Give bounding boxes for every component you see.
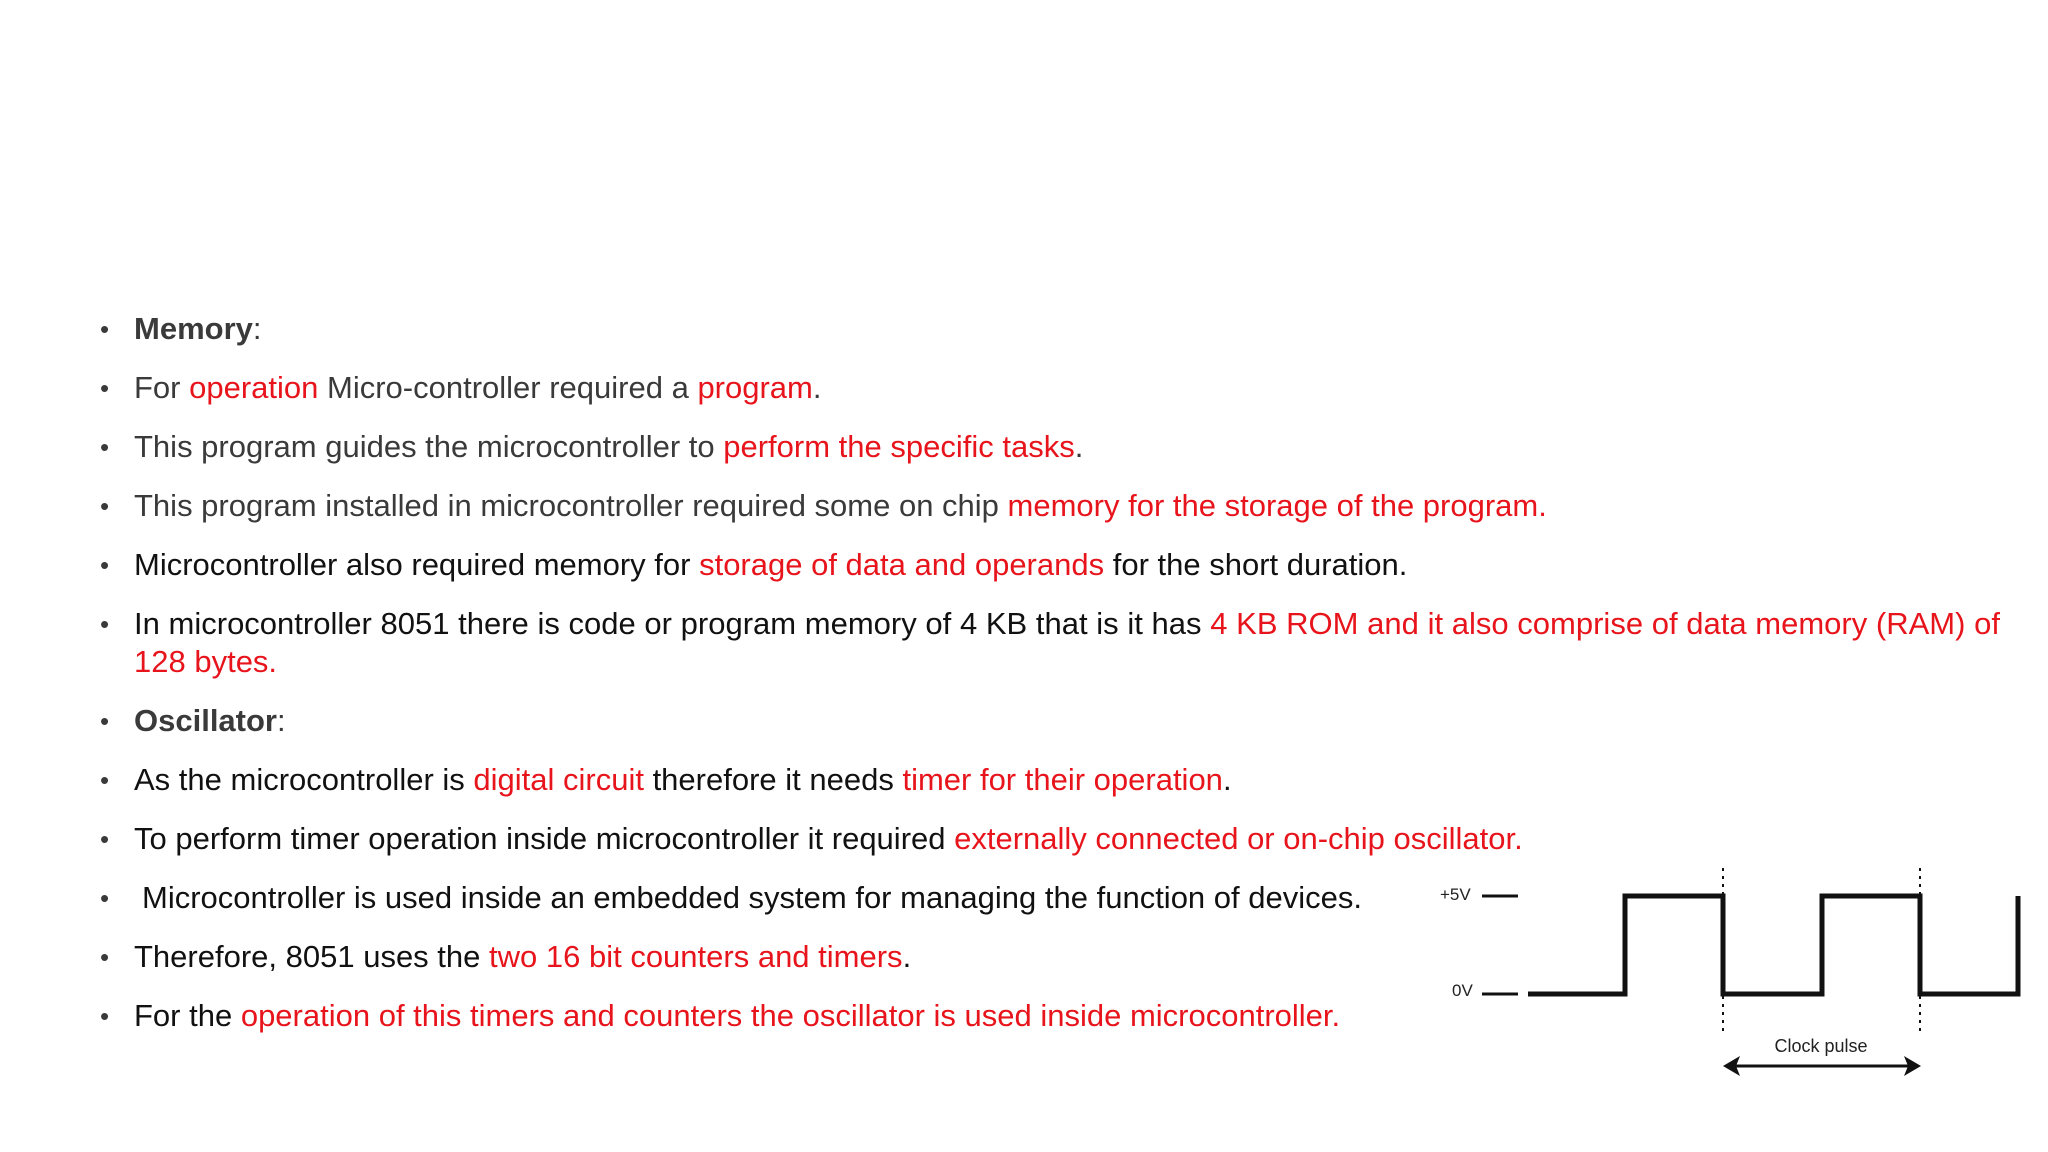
bullet-oscillator-heading (134, 702, 286, 740)
bullet-item (134, 938, 911, 976)
oscillator-heading: Oscillator (134, 703, 277, 738)
highlight-segment: operation of this timers and counters the oscillator is used inside microcontroller. (240, 998, 1341, 1033)
highlight-segment: memory for the storage of the program. (1007, 488, 1547, 523)
bullet-item (134, 369, 822, 407)
text-segment: . (1074, 429, 1084, 464)
text-segment: therefore it needs (643, 762, 903, 797)
colon: : (252, 311, 262, 346)
text-segment: This program guides the microcontroller to (134, 429, 724, 464)
bullet-item (134, 546, 1407, 584)
bullet-memory-heading (134, 310, 262, 348)
bullet-item (134, 761, 1232, 799)
text-segment: . (812, 370, 822, 405)
highlight-segment: program (697, 370, 813, 405)
bullet-item (134, 487, 1547, 525)
highlight-segment: operation (189, 370, 319, 405)
highlight-segment: storage of data and operands (699, 547, 1105, 582)
bullet-item (134, 997, 1340, 1035)
highlight-segment: perform the specific tasks (723, 429, 1075, 464)
bullet-item (134, 879, 1362, 917)
high-voltage-label: +5V (1440, 885, 1471, 904)
clock-pulse-caption: Clock pulse (1774, 1036, 1868, 1056)
text-segment: Micro-controller required a (318, 370, 698, 405)
text-segment: Microcontroller also required memory for (134, 547, 700, 582)
text-segment: For (134, 370, 190, 405)
text-segment: To perform timer operation inside microcontroller it required (134, 821, 955, 856)
text-segment: Microcontroller is used inside an embedded system for managing the function of devices. (142, 880, 1362, 915)
text-segment: Therefore, 8051 uses the (134, 939, 490, 974)
highlight-segment: 4 KB ROM and it also comprise of data memory (RAM) of 128 bytes. (134, 606, 2000, 679)
highlight-segment: externally connected or on-chip oscillator. (954, 821, 1523, 856)
text-segment: For the (134, 998, 241, 1033)
colon: : (277, 703, 286, 738)
highlight-segment: digital circuit (473, 762, 644, 797)
memory-heading: Memory (134, 311, 253, 346)
clock-pulse-svg (1440, 860, 2040, 1090)
square-wave (1528, 896, 2018, 994)
highlight-segment: timer for their operation (902, 762, 1223, 797)
bullet-item (134, 820, 1523, 858)
bullet-item (134, 428, 1083, 466)
clock-pulse-diagram (1440, 860, 2040, 1090)
low-voltage-label: 0V (1452, 981, 1473, 1000)
text-segment: for the short duration. (1104, 547, 1408, 582)
highlight-segment: two 16 bit counters and timers (489, 939, 903, 974)
text-segment: This program installed in microcontroller required some on chip (134, 488, 1008, 523)
text-segment: . (1222, 762, 1232, 797)
text-segment: . (902, 939, 912, 974)
text-segment: As the microcontroller is (134, 762, 474, 797)
bullet-item (134, 605, 2000, 681)
text-segment: In microcontroller 8051 there is code or program memory of 4 KB that is it has (134, 606, 1211, 641)
